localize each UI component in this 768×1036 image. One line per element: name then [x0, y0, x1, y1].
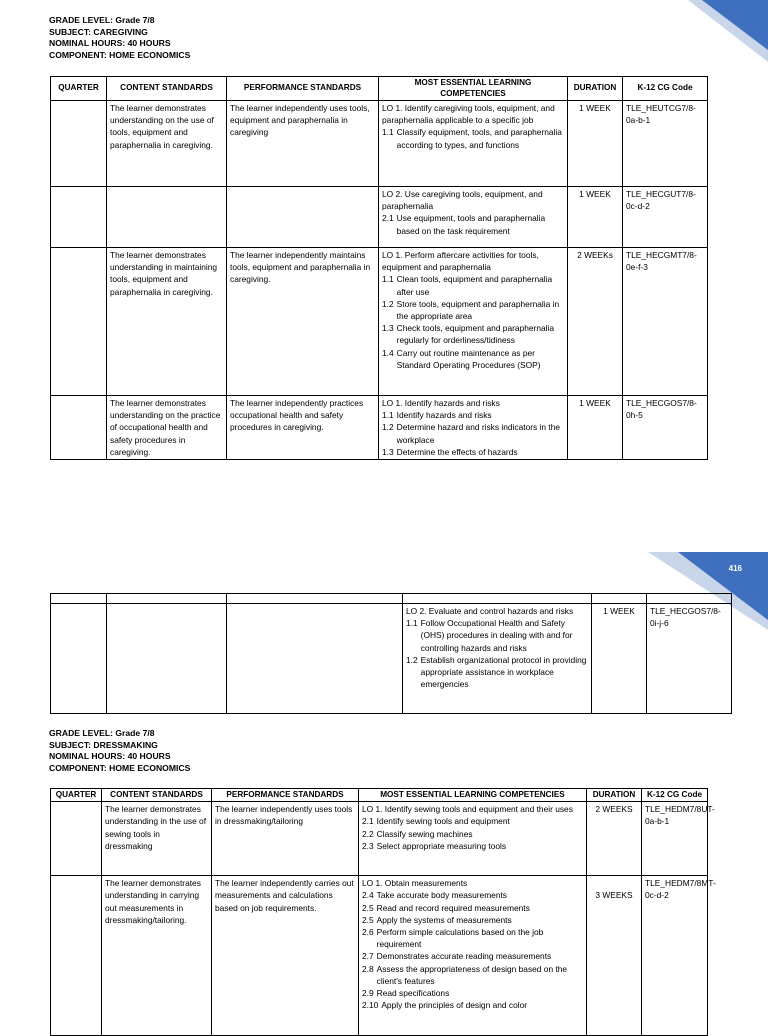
competency-cell: [359, 876, 587, 1036]
competency-number: 1.2: [382, 422, 394, 433]
competency-text: Classify equipment, tools, and paraphernalia according to types, and functions: [396, 127, 562, 150]
competency-text: Follow Occupational Health and Safety (OHS) procedures in dealing with and for controlling hazards and risks: [420, 618, 573, 653]
cg-code-cell: TLE_HECGUT7/8-0c-d-2: [623, 187, 708, 248]
competency-number: 2.1: [382, 213, 394, 224]
competency-number: 2.7: [362, 951, 374, 962]
competency-text: Select appropriate measuring tools: [376, 840, 507, 851]
header-cg-code: K-12 CG Code: [623, 77, 708, 101]
competency-text: Use equipment, tools and paraphernalia based on the task requirement: [396, 213, 546, 236]
grade-level: GRADE LEVEL: Grade 7/8: [49, 728, 155, 738]
duration-cell: 1 WEEK: [568, 187, 623, 248]
competency-item: [362, 963, 583, 987]
header-performance-standards: PERFORMANCE STANDARDS: [212, 789, 359, 802]
cg-code-cell: TLE_HECGMT7/8-0e-f-3: [623, 248, 708, 396]
learning-outcome: LO 2. Evaluate and control hazards and risks: [406, 606, 574, 616]
header-performance-standards: PERFORMANCE STANDARDS: [227, 77, 379, 101]
content-standard-cell: The learner demonstrates understanding in carrying out measurements in dressmaking/tailoring.: [102, 876, 212, 1036]
table-row: [51, 187, 708, 248]
learning-outcome: LO 1. Perform aftercare activities for tools, equipment and paraphernalia: [382, 250, 539, 273]
competency-number: 2.3: [362, 840, 374, 851]
cg-code-cell: TLE_HEDM7/8UT-0a-b-1: [642, 802, 708, 876]
corner-decoration-top: [688, 0, 768, 62]
header-melc: MOST ESSENTIAL LEARNING COMPETENCIES: [379, 77, 568, 101]
competency-number: 1.1: [382, 274, 394, 285]
competency-item: [382, 126, 564, 150]
competency-number: 1.3: [382, 446, 394, 457]
duration-cell: 3 WEEKS: [587, 876, 642, 1036]
subject: SUBJECT: DRESSMAKING: [49, 739, 158, 750]
learning-outcome: LO 2. Use caregiving tools, equipment, and paraphernalia: [382, 189, 543, 212]
header-quarter: QUARTER: [51, 789, 102, 802]
duration-cell: 1 WEEK: [592, 604, 647, 714]
caregiving-table: [50, 76, 708, 460]
content-standard-cell: [107, 604, 227, 714]
competency-item: [382, 322, 564, 346]
duration-cell: 1 WEEK: [568, 396, 623, 460]
competency-item: [362, 914, 583, 926]
competency-item: [382, 212, 564, 236]
competency-text: Store tools, equipment and paraphernalia in the appropriate area: [396, 298, 560, 321]
competency-text: Take accurate body measurements: [376, 890, 507, 901]
competency-text: Perform simple calculations based on the job requirement: [376, 927, 544, 950]
quarter-cell: [51, 248, 107, 396]
competency-text: Carry out routine maintenance as per Standard Operating Procedures (SOP): [396, 347, 541, 370]
duration-cell: 2 WEEKS: [587, 802, 642, 876]
quarter-cell: [51, 604, 107, 714]
content-standard-cell: The learner demonstrates understanding on the practice of occupational health and safety procedures in caregiving.: [107, 396, 227, 460]
competency-number: 1.2: [406, 654, 418, 665]
competency-number: 1.3: [382, 323, 394, 334]
performance-standard-cell: The learner independently practices occupational health and safety procedures in caregiving.: [227, 396, 379, 460]
competency-text: Demonstrates accurate reading measurements: [376, 951, 552, 962]
quarter-cell: [51, 396, 107, 460]
table-row: [51, 876, 708, 1036]
competency-number: 2.9: [362, 987, 374, 998]
learning-outcome: LO 1. Identify sewing tools and equipment and their uses: [362, 804, 573, 815]
cg-code-cell: TLE_HEUTCG7/8-0a-b-1: [623, 101, 708, 187]
table-row: [51, 802, 708, 876]
competency-text: Apply the principles of design and color: [381, 1000, 528, 1011]
competency-text: Identify sewing tools and equipment: [376, 816, 510, 827]
table-row-spacer: [51, 594, 732, 604]
dressmaking-table: [50, 788, 716, 1036]
table-row: [51, 604, 732, 714]
competency-number: 2.5: [362, 902, 374, 913]
competency-item: [362, 950, 583, 962]
competency-text: Identify hazards and risks: [396, 410, 492, 421]
competency-text: Determine hazard and risks indicators in the workplace: [396, 422, 561, 445]
competency-text: Classify sewing machines: [376, 828, 473, 839]
header-quarter: QUARTER: [51, 77, 107, 101]
learning-outcome: LO 1. Identify caregiving tools, equipment, and paraphernalia applicable to a specific job: [382, 103, 555, 126]
header-cg-code: K-12 CG Code: [642, 789, 708, 802]
competency-cell: [359, 802, 587, 876]
quarter-cell: [51, 101, 107, 187]
competency-item: [382, 421, 564, 445]
competency-item: [362, 926, 583, 950]
header-content-standards: CONTENT STANDARDS: [107, 77, 227, 101]
content-standard-cell: The learner demonstrates understanding in the use of sewing tools in dressmaking: [102, 802, 212, 876]
competency-number: 2.5: [362, 914, 374, 925]
duration-cell: 1 WEEK: [568, 101, 623, 187]
nominal-hours: NOMINAL HOURS: 40 HOURS: [49, 751, 171, 762]
cg-code-cell: TLE_HECGOS7/8-0i-j-6: [647, 604, 732, 714]
learning-outcome: LO 1. Identify hazards and risks: [382, 398, 500, 408]
competency-number: 2.8: [362, 963, 374, 974]
competency-cell: [379, 396, 568, 460]
competency-text: Read and record required measurements: [376, 902, 530, 913]
performance-standard-cell: [227, 187, 379, 248]
competency-number: 2.2: [362, 828, 374, 839]
competency-item: [382, 409, 564, 421]
dressmaking-header: [49, 728, 190, 775]
competency-text: Clean tools, equipment and paraphernalia after use: [396, 274, 553, 297]
duration-cell: 2 WEEKs: [568, 248, 623, 396]
competency-item: [382, 273, 564, 297]
competency-cell: [379, 248, 568, 396]
performance-standard-cell: [227, 604, 403, 714]
competency-item: [362, 987, 583, 999]
performance-standard-cell: The learner independently uses tools, equipment and paraphernalia in caregiving: [227, 101, 379, 187]
performance-standard-cell: The learner independently uses tools in dressmaking/tailoring: [212, 802, 359, 876]
competency-number: 1.4: [382, 347, 394, 358]
table-row: [51, 248, 708, 396]
competency-item: [382, 298, 564, 322]
competency-text: Establish organizational protocol in providing appropriate assistance in workplace emergencies: [420, 654, 587, 690]
competency-number: 1.1: [382, 127, 394, 138]
nominal-hours: NOMINAL HOURS: 40 HOURS: [49, 38, 171, 49]
grade-level: GRADE LEVEL: Grade 7/8: [49, 15, 155, 25]
competency-item: [362, 815, 583, 827]
competency-text: Assess the appropriateness of design based on the client's features: [376, 963, 568, 986]
table-row: [51, 396, 708, 460]
performance-standard-cell: The learner independently maintains tools, equipment and paraphernalia in caregiving.: [227, 248, 379, 396]
competency-item: [382, 446, 564, 458]
caregiving-table-continued: [50, 593, 732, 714]
competency-text: Check tools, equipment and paraphernalia regularly for orderliness/tidiness: [396, 323, 555, 346]
competency-text: Determine the effects of hazards: [396, 446, 518, 457]
content-standard-cell: The learner demonstrates understanding on the use of tools, equipment and paraphernalia in caregiving.: [107, 101, 227, 187]
competency-text: Read specifications: [376, 987, 450, 998]
competency-cell: [403, 604, 592, 714]
header-melc: MOST ESSENTIAL LEARNING COMPETENCIES: [359, 789, 587, 802]
performance-standard-cell: The learner independently carries out measurements and calculations based on job requirements.: [212, 876, 359, 1036]
competency-number: 2.4: [362, 890, 374, 901]
quarter-cell: [51, 802, 102, 876]
page-number: 416: [728, 564, 742, 573]
header-duration: DURATION: [568, 77, 623, 101]
competency-item: [362, 999, 583, 1011]
competency-item: [362, 902, 583, 914]
caregiving-header: [49, 15, 190, 62]
competency-number: 1.2: [382, 298, 394, 309]
competency-item: [362, 840, 583, 852]
component: COMPONENT: HOME ECONOMICS: [49, 763, 191, 774]
competency-item: [362, 828, 583, 840]
competency-item: [406, 617, 588, 654]
competency-number: 2.10: [362, 1000, 379, 1011]
competency-item: [362, 889, 583, 901]
competency-number: 1.1: [382, 410, 394, 421]
competency-number: 2.1: [362, 816, 374, 827]
quarter-cell: [51, 187, 107, 248]
competency-item: [406, 654, 588, 691]
competency-item: [382, 347, 564, 371]
competency-text: Apply the systems of measurements: [376, 914, 512, 925]
competency-cell: [379, 101, 568, 187]
learning-outcome: LO 1. Obtain measurements: [362, 878, 468, 889]
header-duration: DURATION: [587, 789, 642, 802]
component: COMPONENT: HOME ECONOMICS: [49, 50, 191, 61]
competency-number: 1.1: [406, 618, 418, 629]
content-standard-cell: [107, 187, 227, 248]
competency-number: 2.6: [362, 927, 374, 937]
content-standard-cell: The learner demonstrates understanding in maintaining tools, equipment and paraphernalia in caregiving.: [107, 248, 227, 396]
subject: SUBJECT: CAREGIVING: [49, 26, 148, 37]
quarter-cell: [51, 876, 102, 1036]
competency-cell: [379, 187, 568, 248]
cg-code-cell: TLE_HECGOS7/8-0h-5: [623, 396, 708, 460]
table-row: [51, 101, 708, 187]
header-content-standards: CONTENT STANDARDS: [102, 789, 212, 802]
cg-code-cell: TLE_HEDM7/8MT-0c-d-2: [642, 876, 708, 1036]
